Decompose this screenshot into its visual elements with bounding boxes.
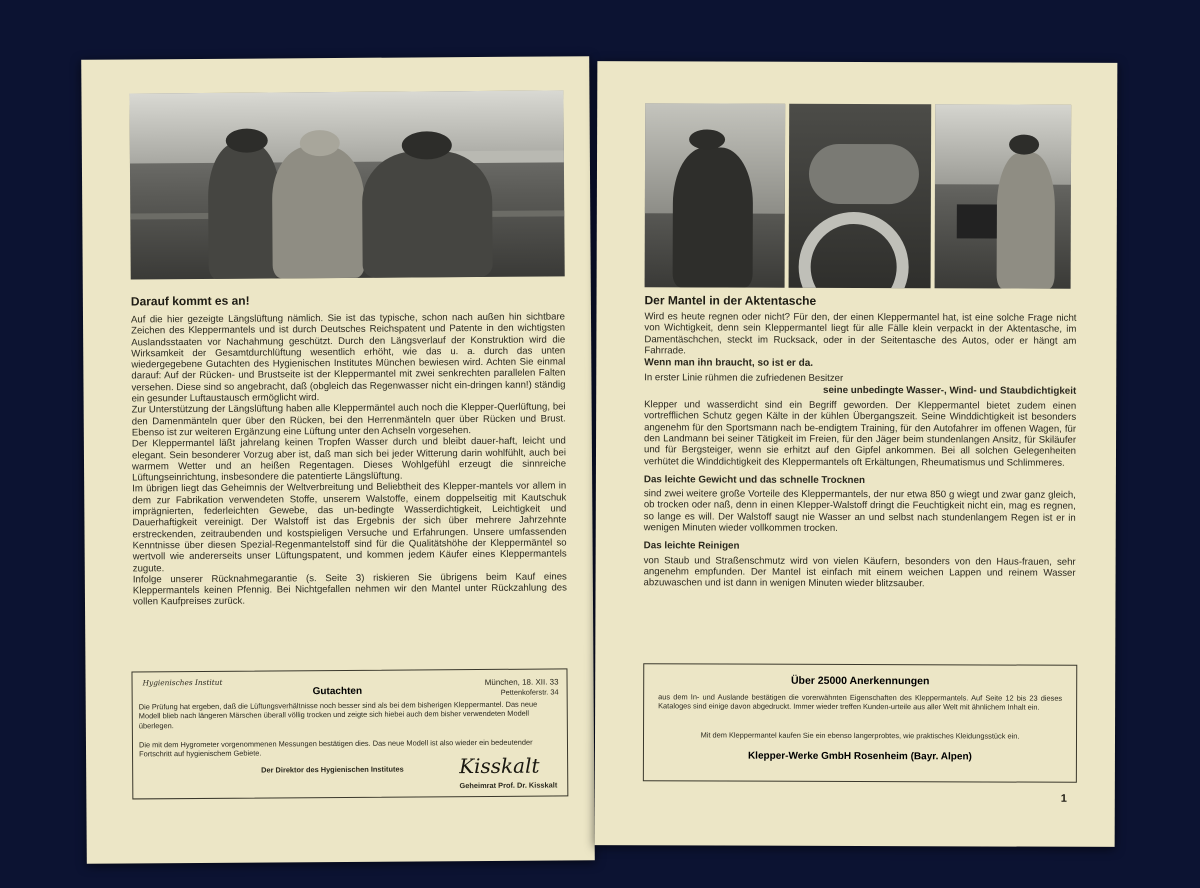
left-paragraph-4: Im übrigen liegt das Geheimnis der Weltverbreitung und Beliebtheit des Klepper-mantels vor allem in dem zur Fabrikation verwendeten Stoffe, unserem Walstoffe, einem doppelseitig mit Kautschuk imprägnierten, federleichten Gewebe, das un-bedingte Wasserdichtigkeit, Leichtigkeit und Dauerhaftigkeit vereinigt. Der Walstoff ist das Ergebnis der sich über mehrere Jahrzehnte erstreckenden, zeitraubenden und kostspieligen Versuche und Erfahrungen. Unsere umfassenden Kenntnisse über diesen Spezial-Regenmantelstoff sind für die Qualitätshöhe der Kleppermäntel so wertvoll wie andererseits unser Lüftungspatent, und kommen jedem Käufer eines Kleppermantels zugute. xyxy=(132,480,567,574)
left-heading: Darauf kommt es an! xyxy=(130,293,250,309)
left-paragraph-5: Infolge unserer Rücknahmegarantie (s. Seite 3) riskieren Sie übrigens beim Kauf eines Kleppermantels keinen Pfennig. Bei Nichtgefallen nehmen wir den Mantel unter Rückzahlung des vollen Kaufpreises zurück. xyxy=(132,571,567,608)
director-label: Der Direktor des Hygienischen Institutes xyxy=(261,764,404,775)
anerkennungen-text-2: Mit dem Kleppermantel kaufen Sie ein ebenso langerprobtes, wie praktisches Kleidungsstück ein. xyxy=(700,730,1020,741)
motorcycle-luggage-photo xyxy=(789,104,932,288)
anerkennungen-title: Über 25000 Anerkennungen xyxy=(790,674,930,688)
right-paragraph-1: Wird es heute regnen oder nicht? Für den, der einen Kleppermantel hat, ist eine solche Frage nicht von Wichtigkeit, denn sein Kleppermantel liegt für alle Fälle klein verpackt in der Aktentasche, im Damentäschchen, steckt im Rucksack, oder in der Seitentasche des Autos, oder er hängt am Fahrrade. xyxy=(644,311,1077,357)
gutachten-text-1: Die Prüfung hat ergeben, daß die Lüftungsverhältnisse noch besser sind als bei dem bisherigen Kleppermantel. Das neue Modell blieb nach längeren Märschen überall völlig trocken und zeigte sich hiebei auch dem bisher verwendeten Modell überlegen. xyxy=(138,699,538,731)
right-body xyxy=(644,311,1077,590)
left-paragraph-3: Der Kleppermantel läßt jahrelang keinen Tropfen Wasser durch und bleibt dauer-haft, leicht und elegant. Sein besonderer Vorzug aber ist, daß man sich bei jeder Witterung darin wohlfühlt, auch bei warmem Wetter und an heißen Regentagen. Dieses Wohlgefühl erzeugt die sinnreiche Lüftungseinrichtung, insbesondere die patentierte Längslüftung. xyxy=(131,435,567,484)
right-page xyxy=(595,61,1118,847)
signer-label: Geheimrat Prof. Dr. Kisskalt xyxy=(459,780,558,791)
left-paragraph-2: Zur Unterstützung der Längslüftung haben alle Kleppermäntel auch noch die Klepper-Querlüftung, bei den Damenmänteln quer über den Rücken, bei den Herrenmänteln quer über Rücken und Brust. Ebenso ist zur weiteren Ergänzung eine Lüftung unter den Achseln vorgesehen. xyxy=(131,401,566,439)
three-figures-photo xyxy=(129,90,564,279)
anerkennungen-box xyxy=(643,663,1077,783)
gutachten-title: Gutachten xyxy=(312,685,363,698)
place-date: München, 18. XII. 33 xyxy=(484,677,559,687)
gutachten-box xyxy=(131,668,568,799)
right-paragraph-4: von Staub und Straßenschmutz wird von vielen Käufern, besonders von den Haus-frauen, sehr angenehm empfunden. Der Mantel ist einfach mit einem weichen Lappen und reinem Wasser abzuwaschen und ist dann in wenigen Minuten wieder blitzsauber. xyxy=(643,554,1076,590)
right-lead-bold: seine unbedingte Wasser-, Wind- und Staubdichtigkeit xyxy=(823,384,1077,397)
woman-with-handbag-photo xyxy=(935,104,1072,288)
right-emphasis: Wenn man ihn braucht, so ist er da. xyxy=(644,357,814,370)
right-subheading-1: Das leichte Gewicht und das schnelle Trocknen xyxy=(643,474,865,486)
man-with-briefcase-photo xyxy=(645,103,786,287)
gutachten-text-2: Die mit dem Hygrometer vorgenommenen Messungen bestätigen dies. Das neue Modell ist also wieder ein bedeutender Fortschritt auf hygienischem Gebiete. xyxy=(138,737,533,759)
signature: Kisskalt xyxy=(459,753,540,779)
left-page xyxy=(81,56,595,864)
address: Pettenkoferstr. 34 xyxy=(500,687,559,697)
right-paragraph-3: sind zwei weitere große Vorteile des Kleppermantels, der nur etwa 850 g wiegt und zwar ganz gleich, ob trocken oder naß, denn in einen Klepper-Walstoff dringt die Feuchtigkeit nicht ein, mag es regnen, so lange es will. Der Walstoff saugt nie Wasser an und selbst nach stundenlangem Regen ist er in wenigen Minuten wieder vollkommen trocken. xyxy=(643,488,1076,534)
left-body xyxy=(131,311,567,608)
right-subheading-2: Das leichte Reinigen xyxy=(643,540,740,552)
left-paragraph-1: Auf die hier gezeigte Längslüftung nämlich. Sie ist das typische, schon nach außen hin sichtbare Zeichen des Kleppermantels und ist durch Deutsches Reichspatent und Patente in den wichtigsten Auslandsstaaten vor Nachahmung geschützt. Durch den Längsverlauf der Konstruktion wird die Wirksamkeit der Gesamtdurchlüftung wesentlich erhöht, wie das u. a. durch das unten wiedergegebene Gutachten des Hygienischen Institutes München bewiesen wird. Achten Sie einmal darauf: Auf der Rücken- und Brustseite ist der Kleppermantel mit zwei senkrechten parallelen Falten versehen. Diese sind so angebracht, daß (obgleich das Regenwasser nicht ein-dringen kann!) ständig ein gesunder Luftaustausch ermöglicht wird. xyxy=(130,311,566,405)
page-number: 1 xyxy=(1060,792,1067,805)
right-lead: In erster Linie rühmen die zufriedenen Besitzer xyxy=(644,372,844,385)
company-line: Klepper-Werke GmbH Rosenheim (Bayr. Alpen) xyxy=(747,750,972,763)
right-paragraph-2: Klepper und wasserdicht sind ein Begriff geworden. Der Kleppermantel bietet zudem einen vortrefflichen Schutz gegen Kälte in der kühlen Übergangszeit. Seine Winddichtigkeit ist besonders angenehm für den Sportsmann nach be-endigtem Training, für den Autofahrer im offenen Wagen, für den Landmann bei seiner Tätigkeit im Freien, für den Jäger beim stundenlangen Ansitz, für Skiläufer und für Bergsteiger, wenn sie erhitzt auf den Gipfel ankommen. Bei all solchen Gelegenheiten verhütet die Winddichtigkeit des Kleppermantels oft Erkältungen, Rheumatismus und Schlimmeres. xyxy=(643,399,1077,469)
right-heading: Der Mantel in der Aktentasche xyxy=(644,293,817,308)
anerkennungen-text: aus dem In- und Auslande bestätigen die vorerwähnten Eigenschaften des Kleppermantels. Auf Seite 12 bis 23 dieses Kataloges sind einige davon abgedruckt. Immer wieder treffen Kunden-urteile aus aller Welt mit ähnlichem Inhalt ein. xyxy=(658,692,1063,713)
institute-label: Hygienisches Institut xyxy=(142,677,223,688)
